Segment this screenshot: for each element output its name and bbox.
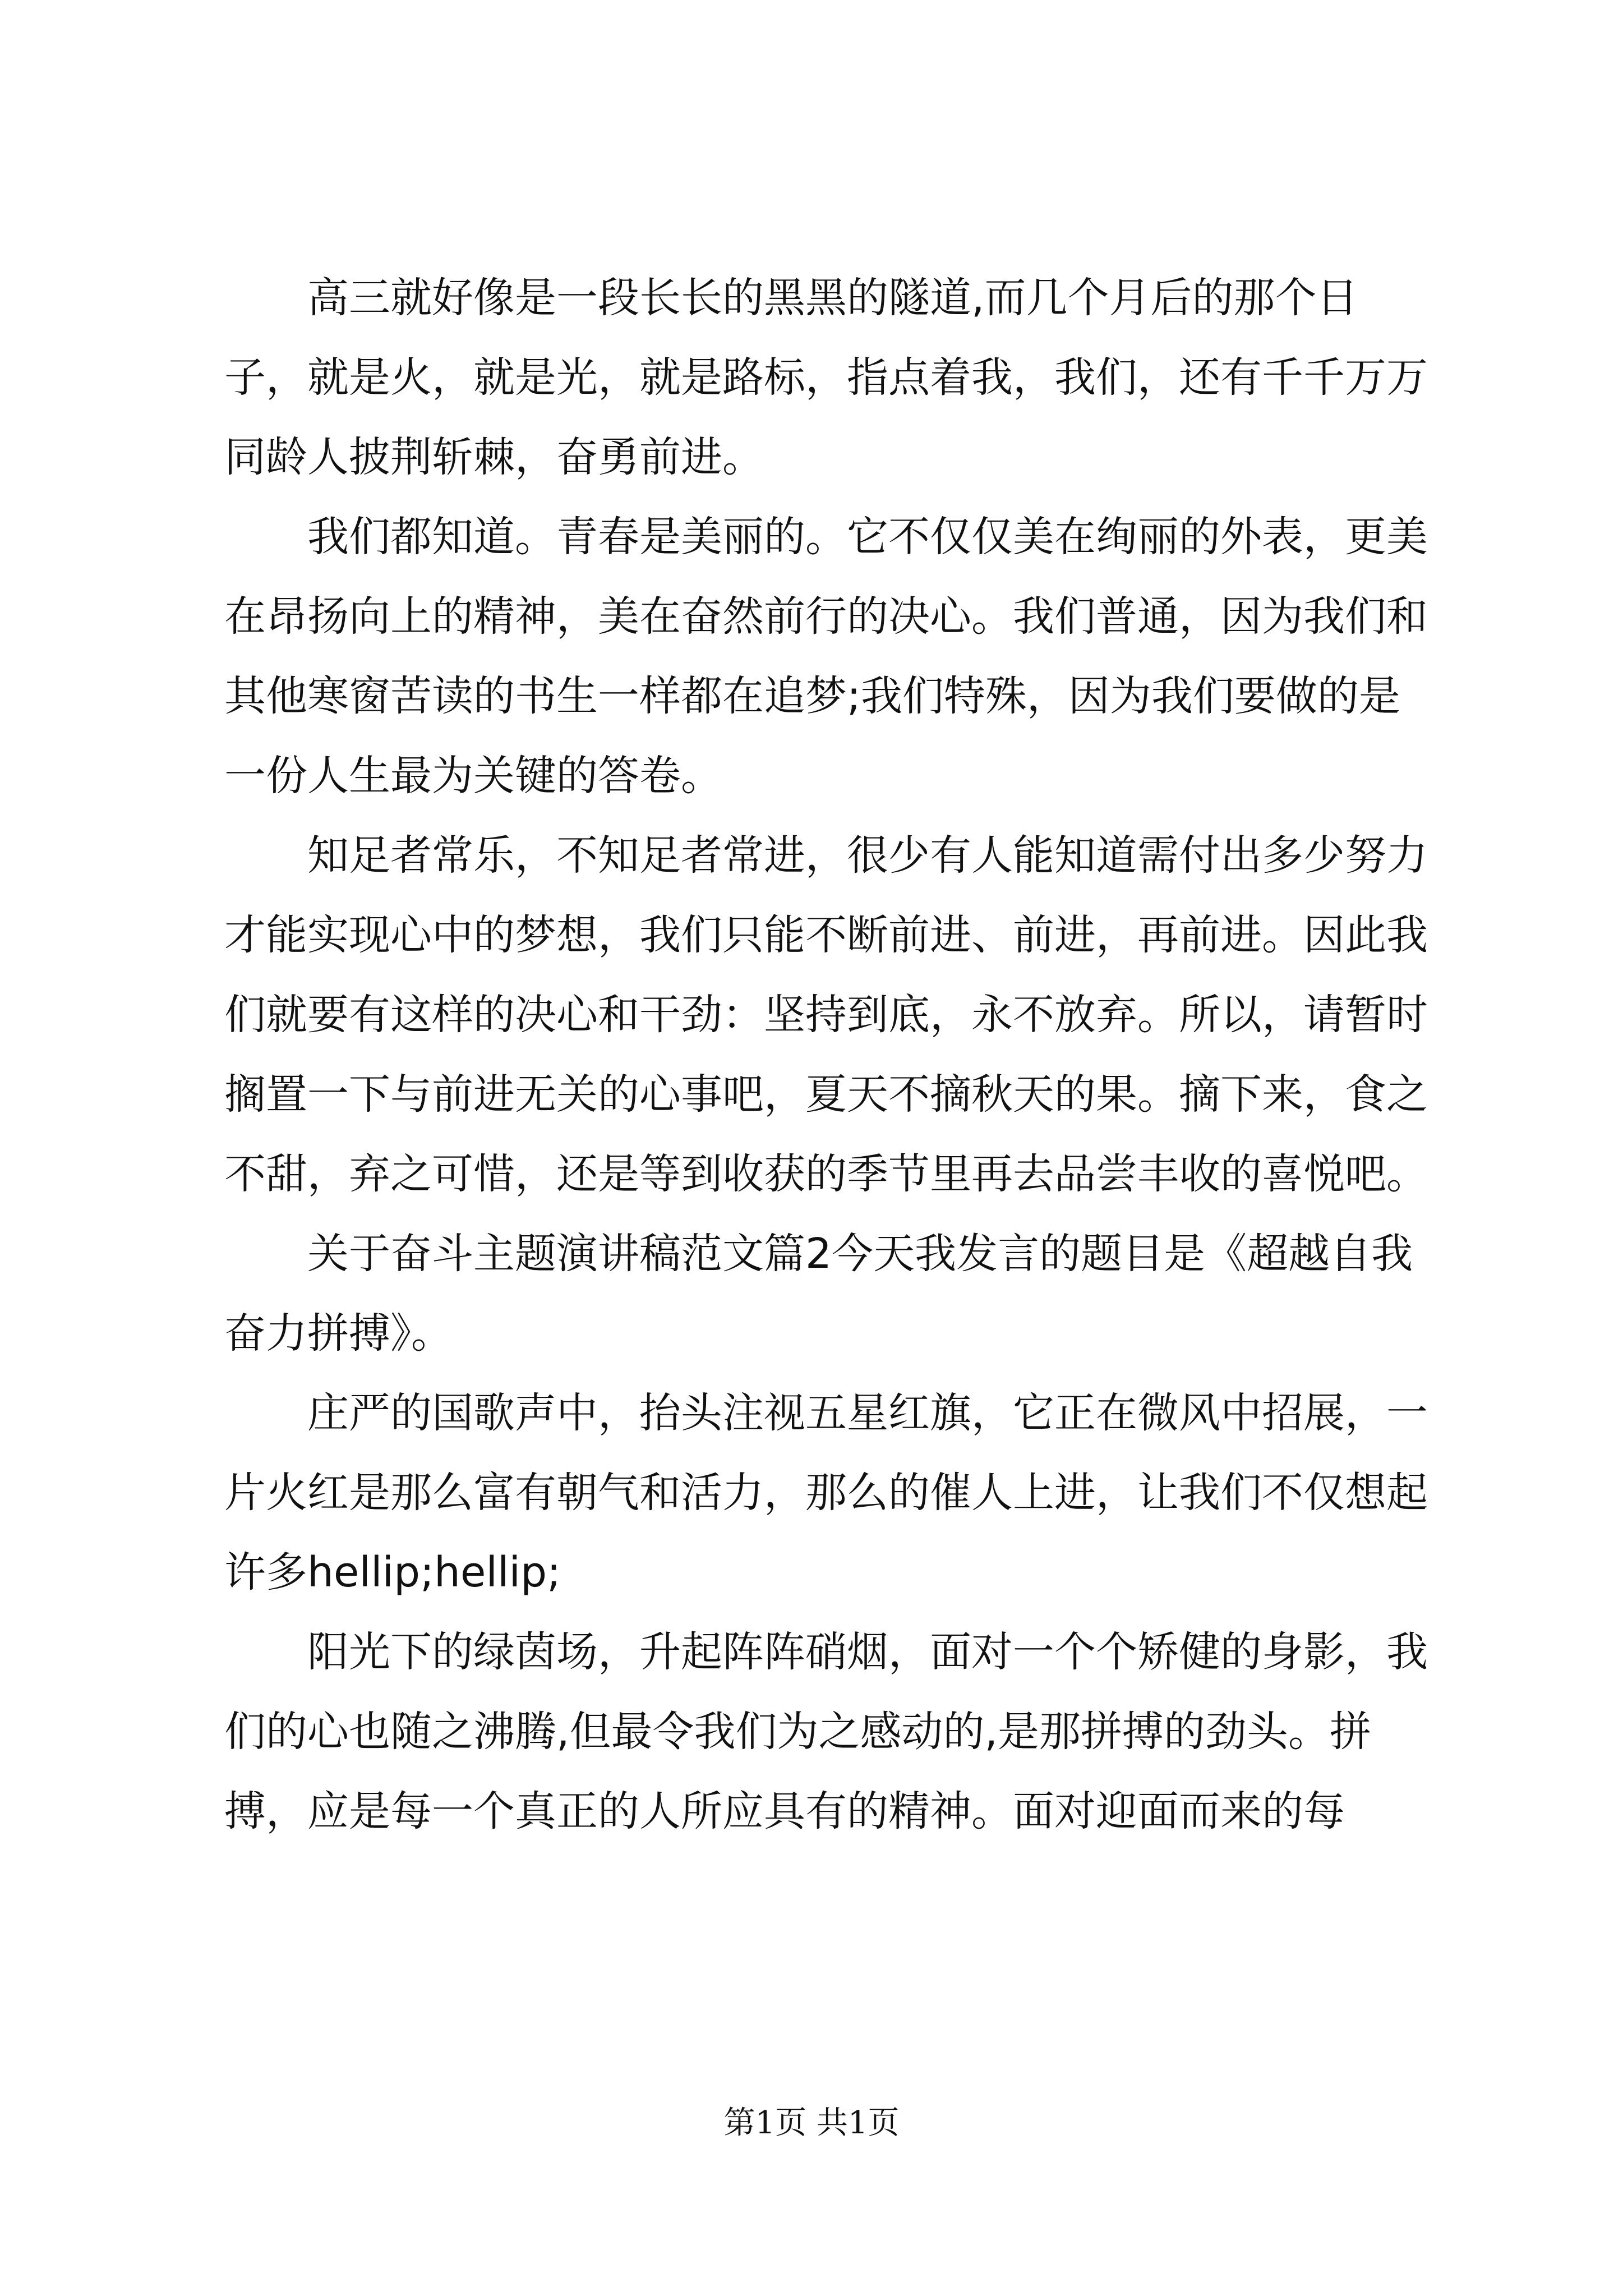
- paragraph-4: 关于奋斗主题演讲稿范文篇2今天我发言的题目是《超越自我奋力拼搏》。: [224, 1230, 1413, 1358]
- paragraph-6: 阳光下的绿茵场，升起阵阵硝烟，面对一个个矫健的身影，我们的心也随之沸腾,但最令我们为之感动的,是那拼搏的劲头。拼搏，应是每一个真正的人所应具有的精神。面对迎面而来的每: [224, 1628, 1428, 1835]
- paragraph-1: 高三就好像是一段长长的黑黑的隧道,而几个月后的那个日子，就是火，就是光，就是路标，指点着我，我们，还有千千万万同龄人披荆斩棘，奋勇前进。: [224, 274, 1428, 481]
- page-footer: 第1页 共1页: [723, 2105, 900, 2141]
- document-body: [224, 258, 1430, 1851]
- paragraph-5: 庄严的国歌声中，抬头注视五星红旗，它正在微风中招展，一片火红是那么富有朝气和活力，那么的催人上进，让我们不仅想起许多hellip;hellip;: [224, 1389, 1428, 1596]
- paragraph-2: 我们都知道。青春是美丽的。它不仅仅美在绚丽的外表，更美在昂扬向上的精神，美在奋然前行的决心。我们普通，因为我们和其他寒窗苦读的书生一样都在追梦;我们特殊，因为我们要做的是一份人生最为关键的答卷。: [224, 513, 1428, 800]
- paragraph-3: 知足者常乐，不知足者常进，很少有人能知道需付出多少努力才能实现心中的梦想，我们只能不断前进、前进，再前进。因此我们就要有这样的决心和干劲：坚持到底，永不放弃。所以，请暂时搁置一下与前进无关的心事吧，夏天不摘秋天的果。摘下来，食之不甜，弃之可惜，还是等到收获的季节里再去品尝丰收的喜悦吧。: [224, 831, 1428, 1198]
